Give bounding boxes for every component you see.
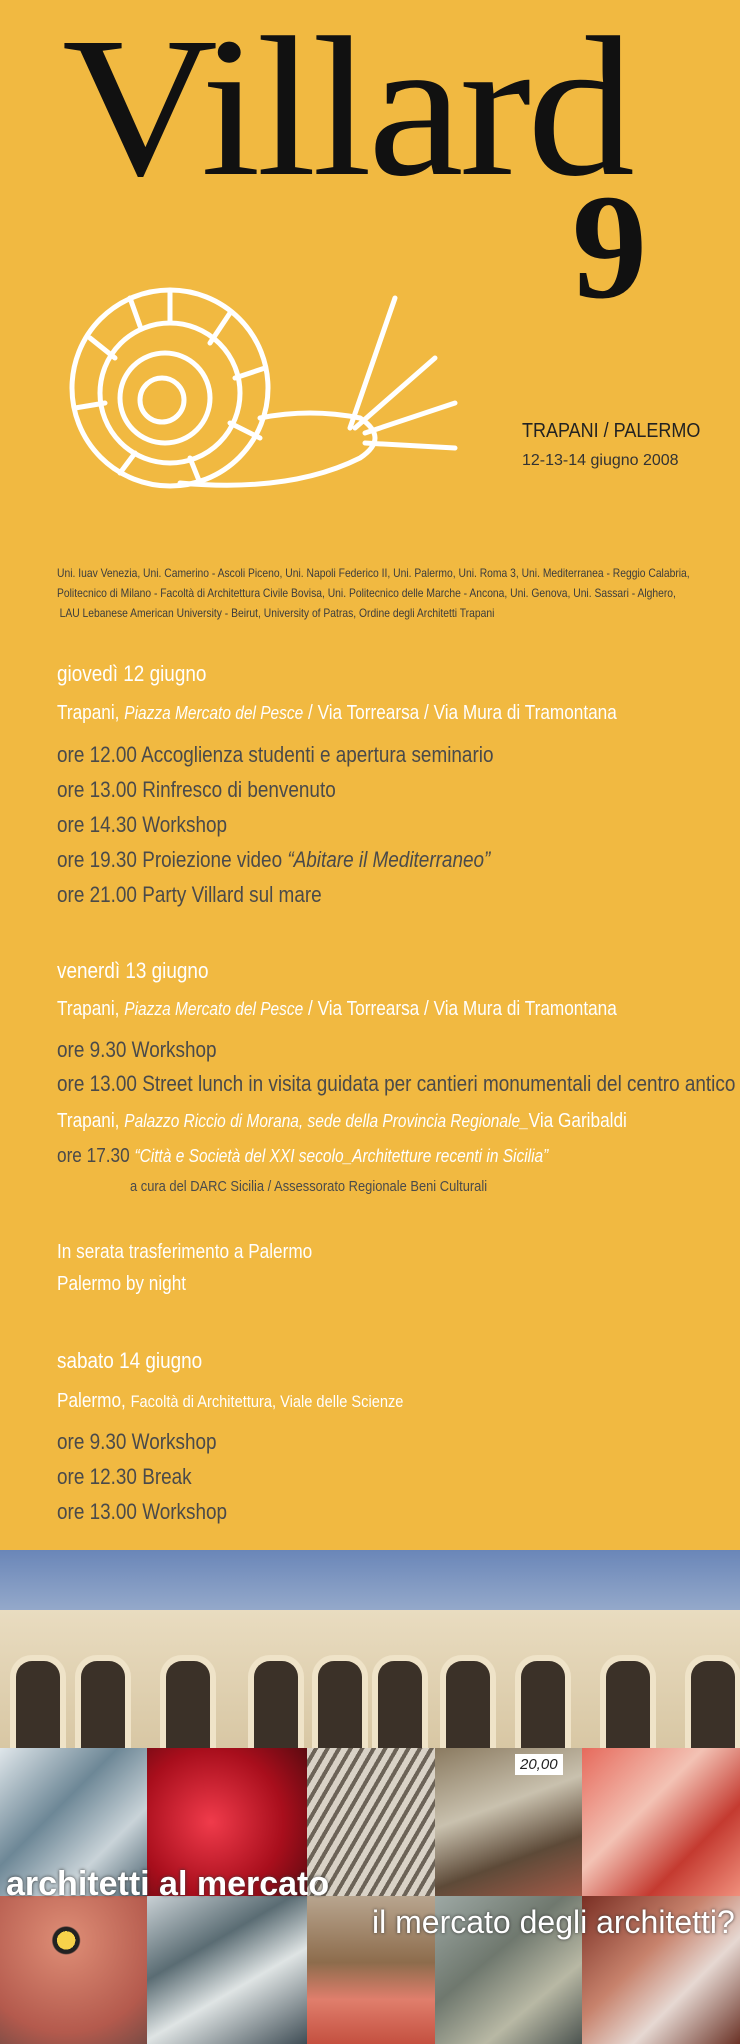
- arch: [440, 1655, 496, 1754]
- arch: [372, 1655, 428, 1754]
- schedule-item: ore 12.30 Break: [57, 1464, 192, 1489]
- snail-illustration: [60, 278, 490, 503]
- city: Trapani,: [57, 1110, 120, 1132]
- fish-tile-mixed: [435, 1748, 582, 1896]
- logo-title: Villard: [62, 0, 631, 218]
- item-text: ore 19.30 Proiezione video: [57, 847, 283, 872]
- streets: Via Garibaldi: [528, 1110, 627, 1132]
- caption-architects-at-market: architetti al mercato: [6, 1865, 330, 1903]
- schedule-item: ore 12.00 Accoglienza studenti e apertura seminario: [57, 742, 494, 767]
- day-location: [57, 702, 617, 725]
- schedule-item: [57, 847, 490, 873]
- schedule-item: ore 13.00 Street lunch in visita guidata per cantieri monumentali del centro antico: [57, 1071, 736, 1096]
- university-line: Uni. Iuav Venezia, Uni. Camerino - Ascoli Piceno, Uni. Napoli Federico II, Uni. Palermo, Uni. Roma 3, Uni. Mediterranea - Reggio Calabria,: [57, 566, 690, 580]
- arch: [515, 1655, 571, 1754]
- price-tag: 20,00: [515, 1754, 563, 1775]
- day-location: [57, 998, 617, 1021]
- arch: [160, 1655, 216, 1754]
- streets: / Via Torrearsa / Via Mura di Tramontana: [308, 998, 617, 1020]
- city: Trapani,: [57, 702, 120, 724]
- city: Trapani,: [57, 998, 120, 1020]
- place: Piazza Mercato del Pesce: [124, 999, 304, 1019]
- place: Palazzo Riccio di Morana, sede della Provincia Regionale_: [124, 1111, 529, 1131]
- event-dates: 12-13-14 giugno 2008: [522, 452, 679, 469]
- university-line: Politecnico di Milano - Facoltà di Architettura Civile Bovisa, Uni. Politecnico delle Marche - Ancona, Uni. Genova, Uni. Sassari - Alghero,: [57, 586, 676, 600]
- day-heading: venerdì 13 giugno: [57, 958, 209, 983]
- streets: / Via Torrearsa / Via Mura di Tramontana: [308, 702, 617, 724]
- schedule-item: [57, 1145, 548, 1168]
- arch: [248, 1655, 304, 1754]
- day-heading: sabato 14 giugno: [57, 1348, 203, 1373]
- schedule-item: ore 13.00 Rinfresco di benvenuto: [57, 777, 336, 802]
- arch: [600, 1655, 656, 1754]
- city: Palermo,: [57, 1390, 126, 1412]
- fish-tile-red-mullet: [582, 1748, 740, 1896]
- day-location: [57, 1110, 627, 1133]
- day-location: [57, 1390, 403, 1413]
- arch: [75, 1655, 131, 1754]
- place: Piazza Mercato del Pesce: [124, 703, 304, 723]
- university-line: LAU Lebanese American University - Beirut, University of Patras, Ordine degli Architetti Trapani: [59, 606, 495, 620]
- logo-edition: 9: [572, 164, 647, 330]
- place: Facoltà di Architettura, Viale delle Scienze: [130, 1392, 404, 1411]
- caption-market-of-architects: il mercato degli architetti?: [372, 1904, 735, 1940]
- fish-tile-snapper: [0, 1896, 147, 2044]
- item-time: ore 17.30: [57, 1145, 130, 1167]
- schedule-item: ore 21.00 Party Villard sul mare: [57, 882, 322, 907]
- day-heading: giovedì 12 giugno: [57, 661, 207, 686]
- schedule-item: ore 9.30 Workshop: [57, 1429, 217, 1454]
- universities-list: [57, 563, 690, 623]
- arch: [685, 1655, 740, 1754]
- talk-credit: a cura del DARC Sicilia / Assessorato Regionale Beni Culturali: [130, 1178, 488, 1195]
- market-photo-collage: [0, 1550, 740, 2044]
- arch: [10, 1655, 66, 1754]
- schedule-item: ore 14.30 Workshop: [57, 812, 228, 837]
- arch: [312, 1655, 368, 1754]
- evening-note: In serata trasferimento a Palermo: [57, 1241, 313, 1263]
- evening-note: Palermo by night: [57, 1273, 187, 1295]
- schedule-item: ore 9.30 Workshop: [57, 1037, 217, 1062]
- fish-tile-mackerel: [147, 1896, 307, 2044]
- talk-title: “Città e Società del XXI secolo_Architetture recenti in Sicilia”: [134, 1146, 549, 1166]
- event-location: TRAPANI / PALERMO: [522, 420, 701, 442]
- schedule-item: ore 13.00 Workshop: [57, 1499, 228, 1524]
- video-title: “Abitare il Mediterraneo”: [287, 847, 491, 872]
